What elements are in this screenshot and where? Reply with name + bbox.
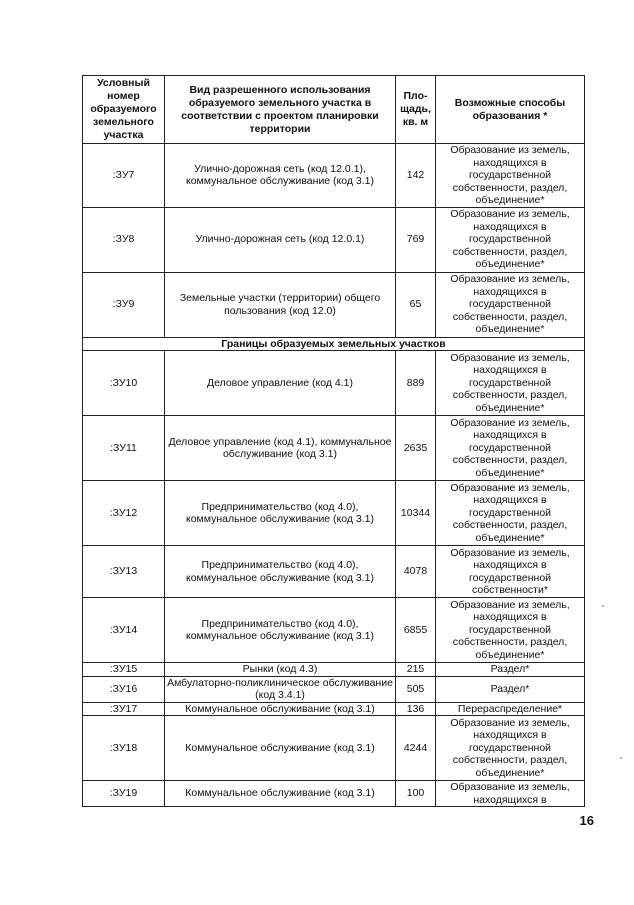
- cell-plot-id: :ЗУ14: [83, 598, 165, 663]
- cell-plot-id: :ЗУ18: [83, 716, 165, 781]
- cell-permitted-use: Предпринимательство (код 4.0), коммунальное обслуживание (код 3.1): [165, 598, 396, 663]
- cell-plot-id: :ЗУ8: [83, 207, 165, 272]
- cell-plot-id: :ЗУ10: [83, 351, 165, 416]
- cell-permitted-use: Деловое управление (код 4.1), коммунальное обслуживание (код 3.1): [165, 416, 396, 481]
- cell-area: 136: [396, 702, 436, 716]
- cell-area: 142: [396, 144, 436, 208]
- cell-plot-id: :ЗУ16: [83, 676, 165, 702]
- header-area: Пло-щадь, кв. м: [396, 76, 436, 144]
- cell-permitted-use: Предпринимательство (код 4.0), коммунальное обслуживание (код 3.1): [165, 481, 396, 546]
- cell-area: 4078: [396, 546, 436, 598]
- cell-permitted-use: Улично-дорожная сеть (код 12.0.1), коммунальное обслуживание (код 3.1): [165, 144, 396, 208]
- cell-plot-id: :ЗУ9: [83, 272, 165, 337]
- cell-formation-method: Образование из земель, находящихся в государственной собственности, раздел, объединение*: [436, 144, 585, 208]
- cell-permitted-use: Улично-дорожная сеть (код 12.0.1): [165, 207, 396, 272]
- scan-speck: [620, 757, 622, 759]
- cell-formation-method: Образование из земель, находящихся в государственной собственности, раздел, объединение*: [436, 416, 585, 481]
- cell-formation-method: Образование из земель, находящихся в: [436, 781, 585, 807]
- section-title: Границы образуемых земельных участков: [83, 337, 585, 351]
- cell-permitted-use: Деловое управление (код 4.1): [165, 351, 396, 416]
- land-plots-table: [82, 75, 585, 807]
- header-formation-methods: Возможные способы образования *: [436, 76, 585, 144]
- table-row: [83, 702, 585, 716]
- table-header-row: [83, 76, 585, 144]
- cell-formation-method: Перераспределение*: [436, 702, 585, 716]
- cell-area: 2635: [396, 416, 436, 481]
- cell-area: 505: [396, 676, 436, 702]
- table-row: [83, 781, 585, 807]
- cell-formation-method: Образование из земель, находящихся в государственной собственности, раздел, объединение*: [436, 598, 585, 663]
- cell-area: 769: [396, 207, 436, 272]
- cell-formation-method: Образование из земель, находящихся в государственной собственности, раздел, объединение*: [436, 716, 585, 781]
- table-row: [83, 716, 585, 781]
- cell-permitted-use: Рынки (код 4.3): [165, 663, 396, 677]
- cell-plot-id: :ЗУ11: [83, 416, 165, 481]
- table-row: [83, 207, 585, 272]
- table-row: [83, 272, 585, 337]
- table-row: [83, 598, 585, 663]
- cell-area: 889: [396, 351, 436, 416]
- cell-formation-method: Образование из земель, находящихся в государственной собственности*: [436, 546, 585, 598]
- cell-formation-method: Образование из земель, находящихся в государственной собственности, раздел, объединение*: [436, 351, 585, 416]
- header-plot-number: Условный номер образуемого земельного участка: [83, 76, 165, 144]
- cell-formation-method: Образование из земель, находящихся в государственной собственности, раздел, объединение*: [436, 207, 585, 272]
- cell-formation-method: Раздел*: [436, 663, 585, 677]
- table-row: [83, 481, 585, 546]
- table-row: [83, 676, 585, 702]
- table-row: [83, 416, 585, 481]
- cell-permitted-use: Амбулаторно-поликлиническое обслуживание (код 3.4.1): [165, 676, 396, 702]
- cell-area: 65: [396, 272, 436, 337]
- cell-area: 10344: [396, 481, 436, 546]
- cell-plot-id: :ЗУ12: [83, 481, 165, 546]
- cell-plot-id: :ЗУ15: [83, 663, 165, 677]
- table-row: [83, 663, 585, 677]
- cell-permitted-use: Коммунальное обслуживание (код 3.1): [165, 781, 396, 807]
- cell-permitted-use: Коммунальное обслуживание (код 3.1): [165, 702, 396, 716]
- cell-permitted-use: Предпринимательство (код 4.0), коммунальное обслуживание (код 3.1): [165, 546, 396, 598]
- table-row: [83, 144, 585, 208]
- cell-formation-method: Образование из земель, находящихся в государственной собственности, раздел, объединение*: [436, 272, 585, 337]
- table-row: [83, 351, 585, 416]
- cell-area: 215: [396, 663, 436, 677]
- cell-formation-method: Раздел*: [436, 676, 585, 702]
- header-permitted-use: Вид разрешенного использования образуемого земельного участка в соответствии с проектом планировки территории: [165, 76, 396, 144]
- section-row: [83, 337, 585, 351]
- cell-permitted-use: Коммунальное обслуживание (код 3.1): [165, 716, 396, 781]
- cell-plot-id: :ЗУ17: [83, 702, 165, 716]
- cell-plot-id: :ЗУ19: [83, 781, 165, 807]
- page-number: 16: [579, 813, 594, 828]
- scan-speck: [602, 605, 604, 607]
- table-row: [83, 546, 585, 598]
- cell-area: 4244: [396, 716, 436, 781]
- cell-area: 6855: [396, 598, 436, 663]
- cell-plot-id: :ЗУ13: [83, 546, 165, 598]
- cell-formation-method: Образование из земель, находящихся в государственной собственности, раздел, объединение*: [436, 481, 585, 546]
- cell-area: 100: [396, 781, 436, 807]
- cell-plot-id: :ЗУ7: [83, 144, 165, 208]
- cell-permitted-use: Земельные участки (территории) общего пользования (код 12.0): [165, 272, 396, 337]
